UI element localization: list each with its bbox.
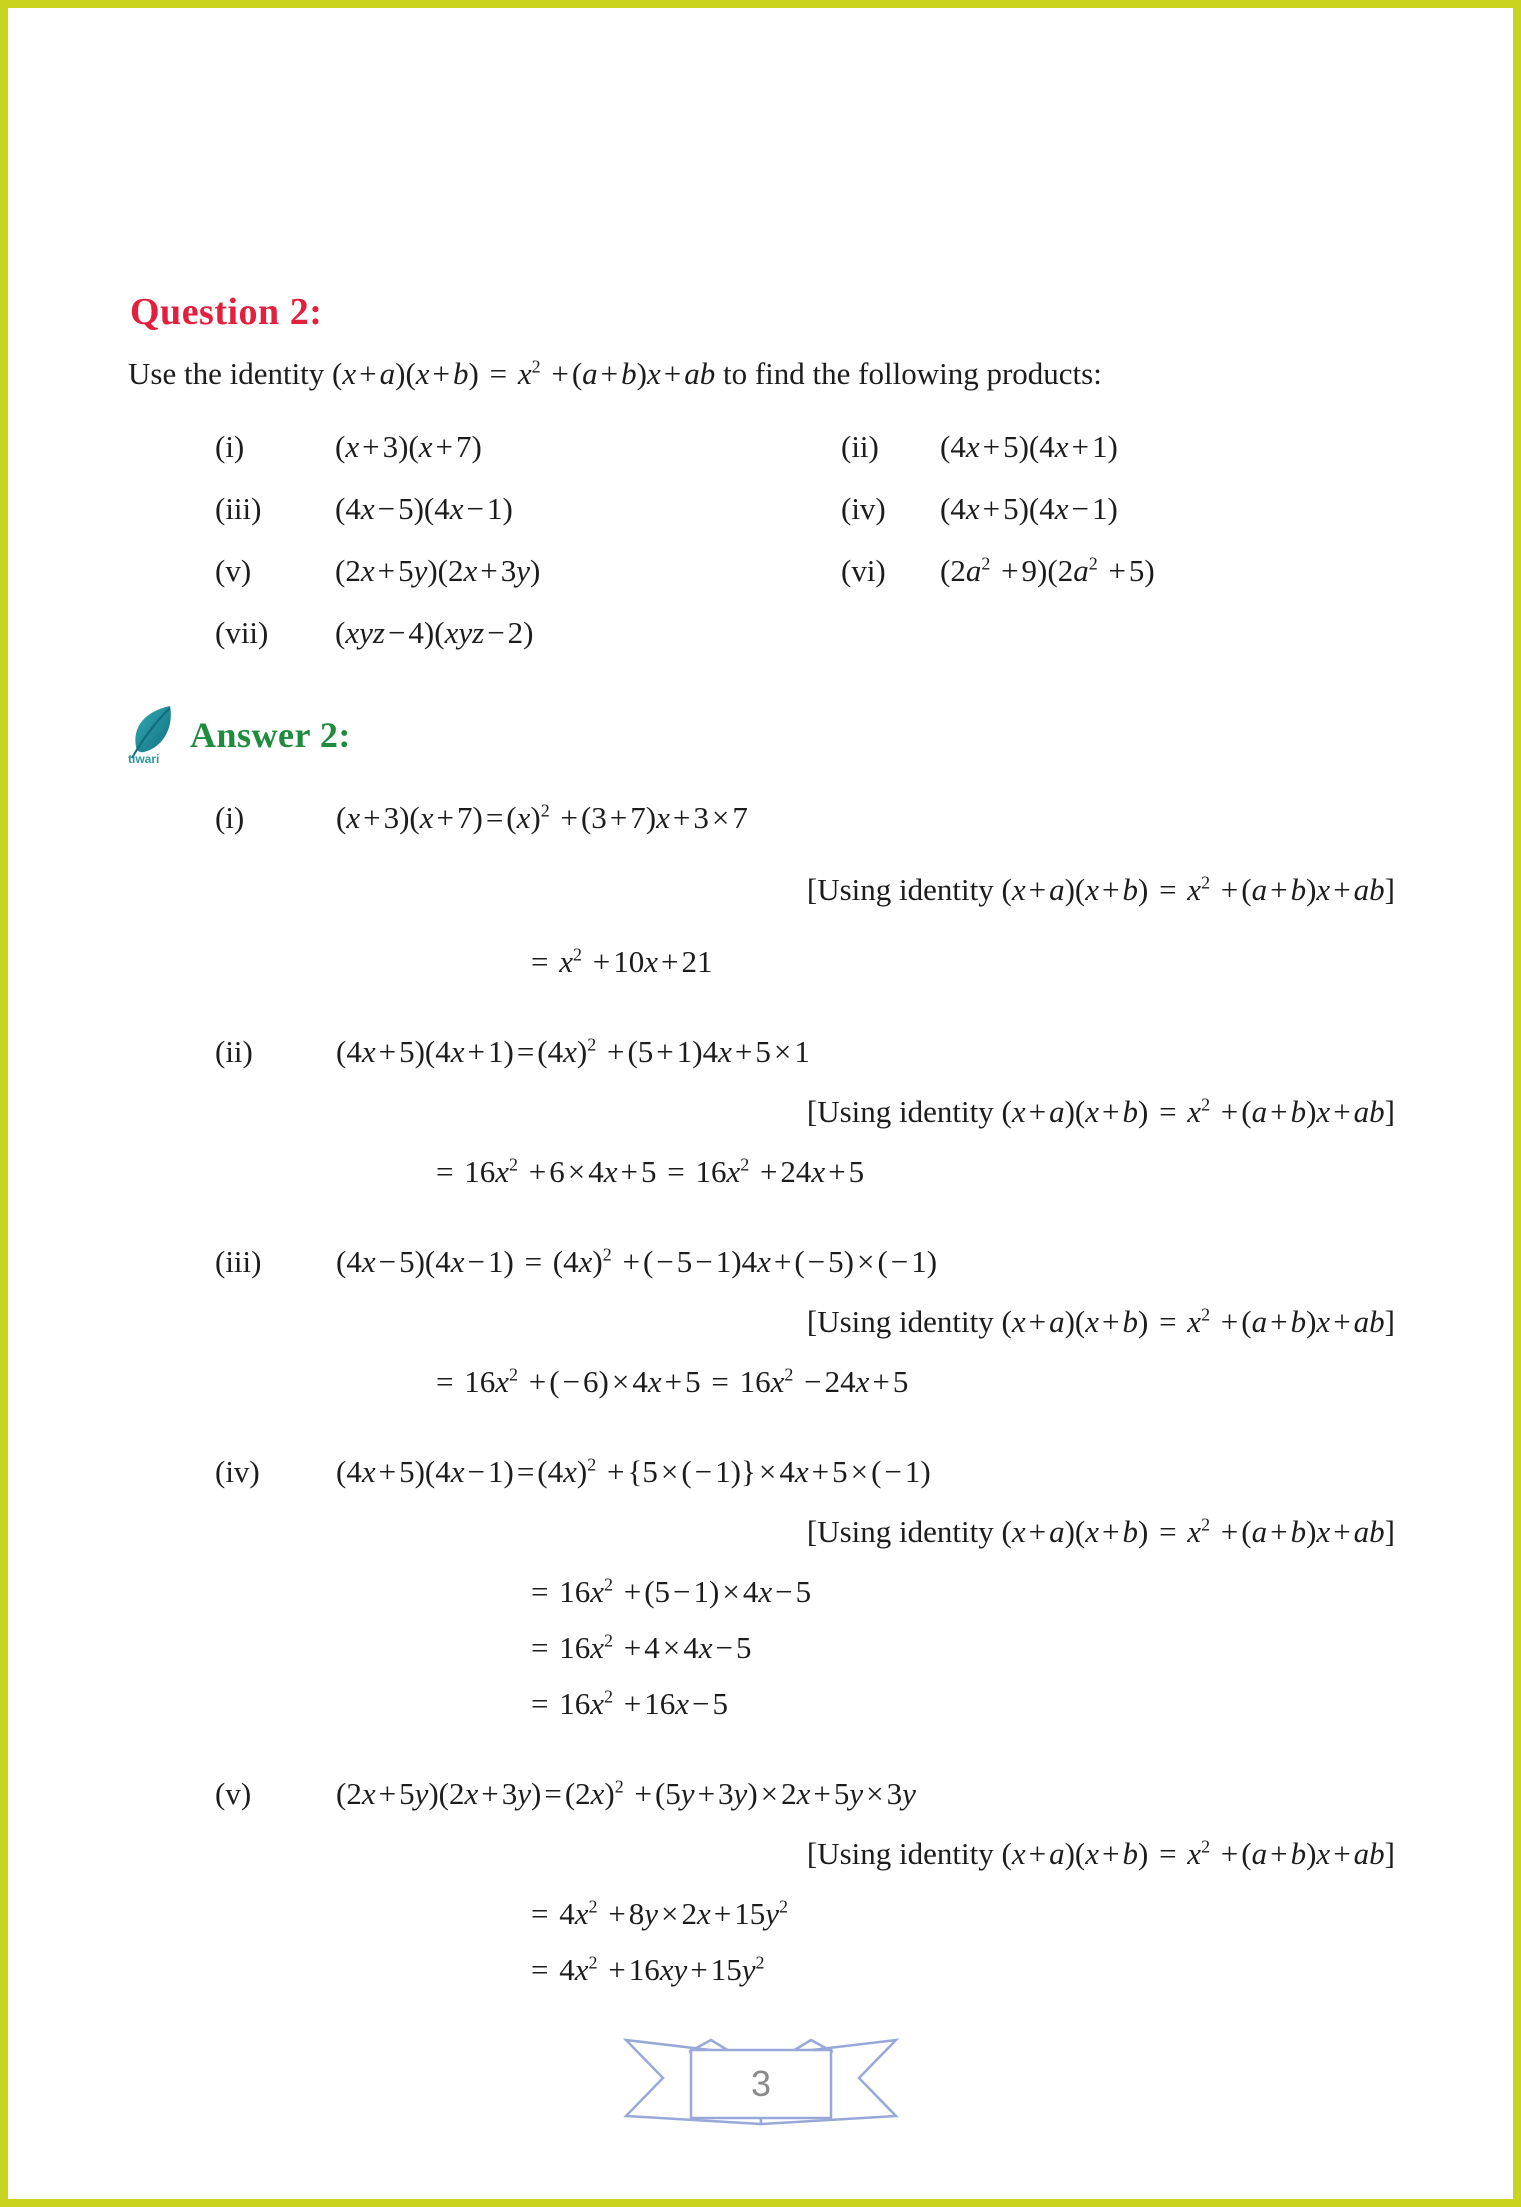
using-identity-note: [Using identity $(x+a)(x+b) = x^2 +(a+b)x+ab$] <box>806 1094 1395 1129</box>
question-title: Question 2: <box>130 291 323 333</box>
solution-expression: $(4x+5)(4x+1)=(4x)^2 +(5+1)4x+5\times 1$ <box>336 1034 810 1069</box>
solution-label: (v) <box>215 1776 252 1811</box>
solution-main-line <box>8 1770 1513 1818</box>
question-item-row <box>8 484 1513 534</box>
item-expression: (xyz−4)(xyz−2) <box>335 615 534 650</box>
question-items-list <box>8 422 1513 658</box>
solution-main-line <box>8 1448 1513 1496</box>
item-label: (vi) <box>841 553 886 588</box>
solution-step: = $16x^2 +4\times 4x-5$ <box>531 1630 752 1665</box>
item-expression: (4x+5)(4x−1) <box>940 491 1118 526</box>
item-expression: (4x+5)(4x+1) <box>940 429 1118 464</box>
solution-expression: $(2x+5y)(2x+3y)=(2x)^2 +(5y+3y)\times 2x+5y\times 3y$ <box>336 1776 916 1811</box>
solution-ii <box>8 1028 1513 1196</box>
solution-step: = $16x^2 +(-6)\times 4x+5 = 16x^2 -24x+5$ <box>436 1364 909 1399</box>
page-number-ribbon <box>611 2036 911 2136</box>
item-expression: $(2a^2 +9)(2a^2 +5)$ <box>940 553 1155 588</box>
solution-label: (ii) <box>215 1034 253 1069</box>
solution-main-line <box>8 794 1513 842</box>
solution-label: (iii) <box>215 1244 262 1279</box>
solutions-list <box>8 794 1513 1994</box>
logo-word: tiwari <box>128 752 160 766</box>
document-page <box>8 8 1513 2199</box>
answer-title: Answer 2: <box>190 715 351 755</box>
tiwari-academy-leaf-icon <box>128 704 180 766</box>
solution-step: = $16x^2 +16x-5$ <box>531 1686 728 1721</box>
solution-main-line <box>8 1028 1513 1076</box>
solution-step: = $16x^2 +(5-1)\times 4x-5$ <box>531 1574 812 1609</box>
item-label: (iv) <box>841 491 886 526</box>
item-label: (ii) <box>841 429 879 464</box>
solution-expression: $(4x+5)(4x-1)=(4x)^2 +\{5\times(-1)\}\times 4x+5\times(-1)$ <box>336 1454 931 1489</box>
solution-expression: $(4x-5)(4x-1) = (4x)^2 +(-5-1)4x+(-5)\times(-1)$ <box>336 1244 938 1279</box>
using-identity-note: [Using identity $(x+a)(x+b) = x^2 +(a+b)x+ab$] <box>806 1514 1395 1549</box>
solution-i <box>8 794 1513 986</box>
solution-label: (iv) <box>215 1454 260 1489</box>
question-item-row <box>8 608 1513 658</box>
item-expression: (x+3)(x+7) <box>335 429 482 464</box>
using-identity-note: [Using identity $(x+a)(x+b) = x^2 +(a+b)x+ab$] <box>806 872 1395 907</box>
item-label: (iii) <box>215 491 262 526</box>
solution-main-line <box>8 1238 1513 1286</box>
using-identity-note: [Using identity $(x+a)(x+b) = x^2 +(a+b)x+ab$] <box>806 1836 1395 1871</box>
item-expression: (2x+5y)(2x+3y) <box>335 553 541 588</box>
page-number: 3 <box>750 2063 771 2104</box>
question-item-row <box>8 422 1513 472</box>
solution-step: = $16x^2 +6\times 4x+5 = 16x^2 +24x+5$ <box>436 1154 865 1189</box>
solution-step: = $x^2 +10x+21$ <box>531 944 713 979</box>
solution-label: (i) <box>215 800 245 835</box>
using-identity-note: [Using identity $(x+a)(x+b) = x^2 +(a+b)x+ab$] <box>806 1304 1395 1339</box>
item-label: (v) <box>215 553 252 588</box>
question-intro: Use the identity $(x+a)(x+b) = x^2 +(a+b)x+ab$ to find the following products: <box>128 356 1102 391</box>
question-item-row <box>8 546 1513 596</box>
solution-step: = $4x^2 +8y\times 2x+15y^2$ <box>531 1896 788 1931</box>
solution-expression: $(x+3)(x+7)=(x)^2 +(3+7)x+3\times 7$ <box>336 800 748 835</box>
item-label: (vii) <box>215 615 269 650</box>
item-label: (i) <box>215 429 245 464</box>
item-expression: (4x−5)(4x−1) <box>335 491 513 526</box>
solution-iv <box>8 1448 1513 1728</box>
solution-v <box>8 1770 1513 1994</box>
solution-iii <box>8 1238 1513 1406</box>
answer-heading <box>128 704 1513 766</box>
solution-step: = $4x^2 +16xy+15y^2$ <box>531 1952 765 1987</box>
